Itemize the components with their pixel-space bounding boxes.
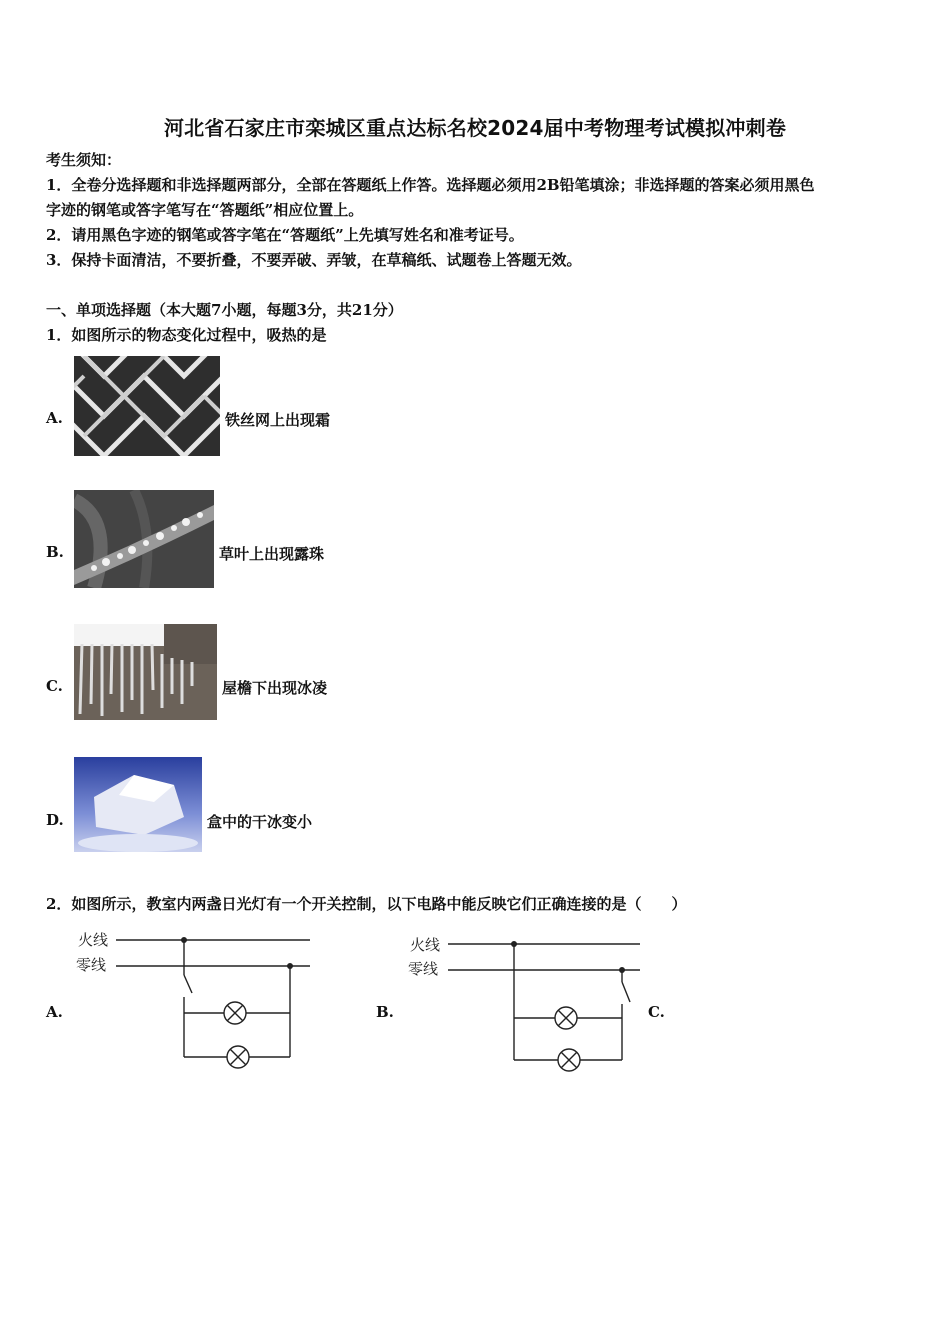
neutral-wire-label-a: 零线 [76, 956, 107, 974]
notice-item-1b: 字迹的钢笔或答字笔写在“答题纸”相应位置上。 [46, 201, 364, 219]
q1-option-b-text: 草叶上出现露珠 [219, 545, 325, 563]
section-heading: 一、单项选择题（本大题7小题，每题3分，共21分） [46, 301, 403, 319]
q1-option-a-label: A. [46, 409, 63, 427]
neutral-wire-label-b: 零线 [408, 960, 439, 978]
live-wire-label-b: 火线 [410, 936, 441, 954]
notice-heading: 考生须知： [46, 151, 122, 169]
q1-option-b-label: B. [46, 543, 64, 561]
notice-item-1a: 1．全卷分选择题和非选择题两部分，全部在答题纸上作答。选择题必须用2B铅笔填涂；非选择题的答案必须用黑色 [46, 176, 815, 194]
circuit-diagram-a [70, 925, 320, 1075]
notice-item-3: 3．保持卡面清洁，不要折叠，不要弄破、弄皱，在草稿纸、试题卷上答题无效。 [46, 251, 582, 269]
dry-ice-in-box-image [74, 757, 202, 852]
q1-option-c-label: C. [46, 677, 63, 695]
q1-option-c-text: 屋檐下出现冰凌 [222, 679, 328, 697]
live-wire-label-a: 火线 [78, 931, 109, 949]
circuit-diagram-b [400, 928, 650, 1078]
question-2-stem: 2．如图所示，教室内两盏日光灯有一个开关控制，以下电路中能反映它们正确连接的是（ ） [46, 895, 687, 913]
q1-option-d-text: 盒中的干冰变小 [207, 813, 313, 831]
q1-option-d-label: D. [46, 811, 64, 829]
question-1-stem: 1．如图所示的物态变化过程中，吸热的是 [46, 326, 327, 344]
frost-on-wire-mesh-image [74, 356, 220, 456]
q2-option-c-label: C. [648, 1003, 665, 1021]
page-title: 河北省石家庄市栾城区重点达标名校2024届中考物理考试模拟冲刺卷 [163, 116, 787, 140]
icicles-under-eaves-image [74, 624, 217, 720]
notice-item-2: 2．请用黑色字迹的钢笔或答字笔在“答题纸”上先填写姓名和准考证号。 [46, 226, 524, 244]
q1-option-a-text: 铁丝网上出现霜 [225, 411, 331, 429]
dew-on-grass-blade-image [74, 490, 214, 588]
q2-option-b-label: B. [376, 1003, 394, 1021]
q2-option-a-label: A. [46, 1003, 63, 1021]
